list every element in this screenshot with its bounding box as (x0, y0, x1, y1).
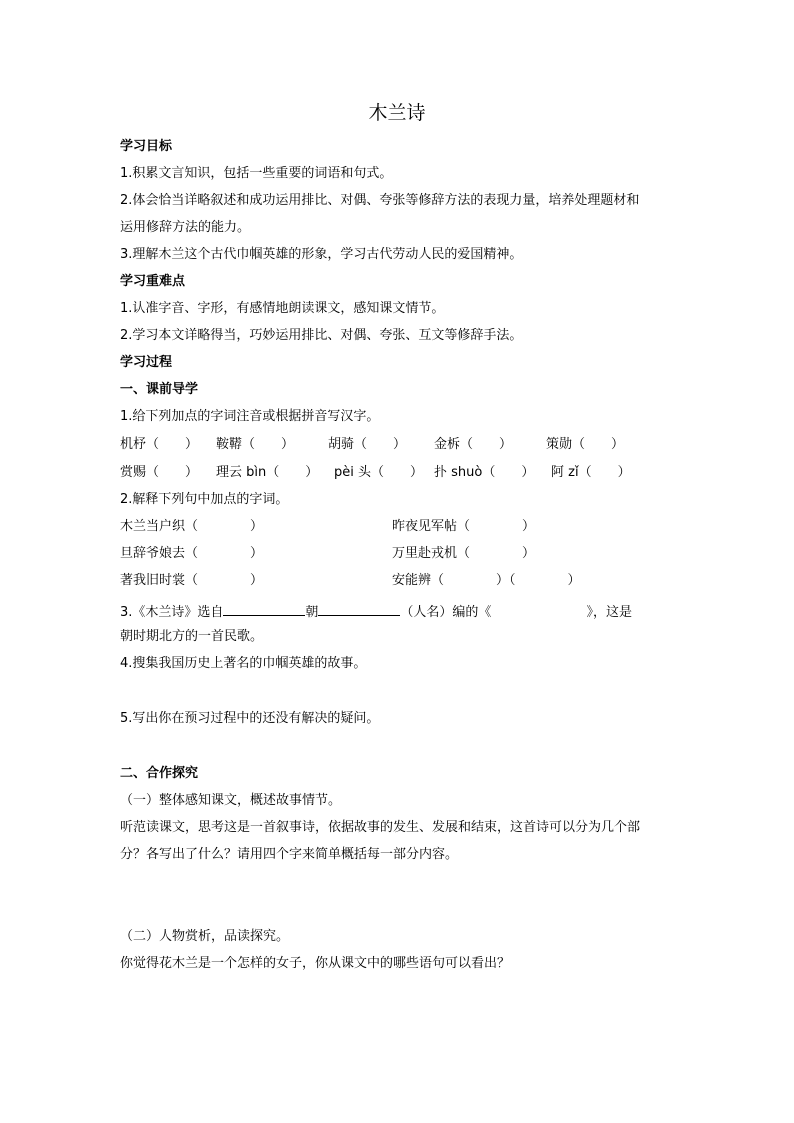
phrase-item: 木兰当户织（ ） (120, 519, 264, 534)
question-3-part: 朝 (305, 605, 319, 620)
section-heading-process: 学习过程 (120, 355, 173, 370)
question-3-continuation: 朝时期北方的一首民歌。 (120, 629, 264, 644)
pinyin-item: 赏赐（ ） (120, 465, 199, 480)
answer-blank[interactable] (223, 601, 305, 616)
answer-blank[interactable] (318, 601, 400, 616)
question-3-part: （人名）编的《 (400, 605, 492, 620)
difficulty-item: 2.学习本文详略得当，巧妙运用排比、对偶、夸张、互文等修辞手法。 (120, 328, 523, 343)
phrase-item: 万里赴戎机（ ） (392, 546, 536, 561)
phrase-item: 著我旧时裳（ ） (120, 573, 264, 588)
pinyin-item: 阿 zǐ（ ） (551, 465, 631, 480)
pinyin-item: 策勋（ ） (546, 437, 625, 452)
phrase-item: 安能辨（ ）（ ） (392, 573, 581, 588)
subsection-heading-cooperative: 二、合作探究 (120, 766, 199, 781)
pinyin-item: 胡骑（ ） (328, 437, 407, 452)
subsection-heading-preview: 一、课前导学 (120, 382, 199, 397)
page-title: 木兰诗 (368, 102, 426, 124)
part-2-text: 你觉得花木兰是一个怎样的女子，你从课文中的哪些语句可以看出？ (120, 956, 511, 971)
goal-item: 2.体会恰当详略叙述和成功运用排比、对偶、夸张等修辞方法的表现力量，培养处理题材和 (120, 193, 640, 208)
phrase-item: 昨夜见军帖（ ） (392, 519, 536, 534)
question-3-part: 3.《木兰诗》选自 (120, 605, 224, 620)
difficulty-item: 1.认准字音、字形，有感情地朗读课文，感知课文情节。 (120, 301, 445, 316)
pinyin-item: pèi 头（ ） (334, 465, 423, 480)
question-4: 4.搜集我国历史上著名的巾帼英雄的故事。 (120, 656, 367, 671)
pinyin-item: 金柝（ ） (434, 437, 513, 452)
question-5: 5.写出你在预习过程中的还没有解决的疑问。 (120, 711, 380, 726)
part-2-title: （二）人物赏析，品读探究。 (120, 929, 290, 944)
question-3-part: 》，这是 (586, 605, 632, 620)
question-1: 1.给下列加点的字词注音或根据拼音写汉字。 (120, 409, 380, 424)
part-1-text: 分？各写出了什么？请用四个字来简单概括每一部分内容。 (120, 847, 459, 862)
part-1-title: （一）整体感知课文，概述故事情节。 (120, 793, 342, 808)
pinyin-item: 扑 shuò（ ） (434, 465, 535, 480)
pinyin-item: 鞍鞯（ ） (216, 437, 295, 452)
part-1-text: 听范读课文，思考这是一首叙事诗，依据故事的发生、发展和结束，这首诗可以分为几个部 (120, 820, 641, 835)
pinyin-item: 机杼（ ） (120, 437, 199, 452)
pinyin-item: 理云 bìn（ ） (216, 465, 319, 480)
question-3 (120, 601, 632, 622)
goal-item: 运用修辞方法的能力。 (120, 220, 251, 235)
question-2: 2.解释下列句中加点的字词。 (120, 492, 289, 507)
section-heading-difficulties: 学习重难点 (120, 274, 186, 289)
section-heading-goals: 学习目标 (120, 139, 173, 154)
phrase-item: 旦辞爷娘去（ ） (120, 546, 264, 561)
goal-item: 3.理解木兰这个古代巾帼英雄的形象，学习古代劳动人民的爱国精神。 (120, 247, 523, 262)
goal-item: 1.积累文言知识，包括一些重要的词语和句式。 (120, 166, 393, 181)
